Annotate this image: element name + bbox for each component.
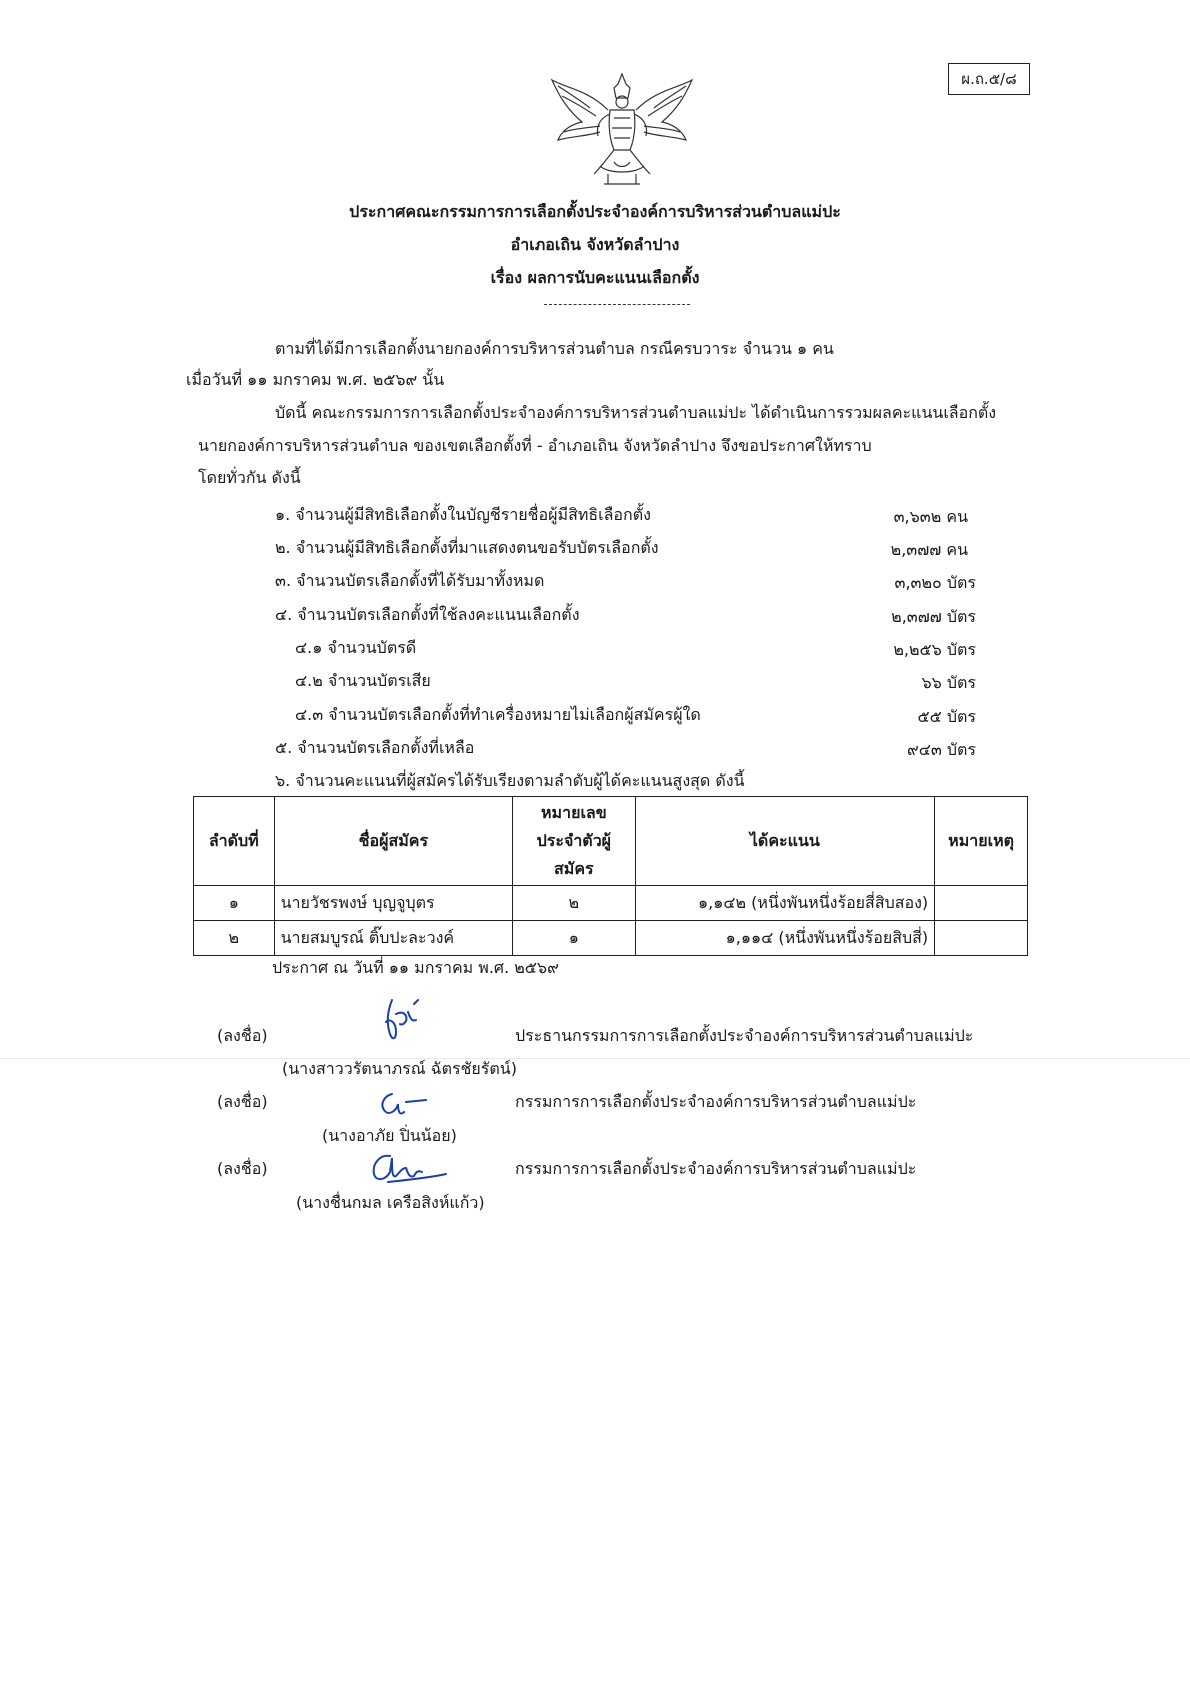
cell-name: นายวัชรพงษ์ บุญจูบุตร	[274, 886, 513, 921]
garuda-emblem-icon	[548, 70, 696, 190]
cell-votes: ๑,๑๔๒ (หนึ่งพันหนึ่งร้อยสี่สิบสอง)	[635, 886, 935, 921]
item-value: ๒,๓๗๗ บัตร	[891, 607, 976, 626]
paragraph-1-line-1: ตามที่ได้มีการเลือกตั้งนายกองค์การบริหารส่วนตำบล กรณีครบวาระ จำนวน ๑ คน	[275, 339, 834, 358]
item-label: ๔. จำนวนบัตรเลือกตั้งที่ใช้ลงคะแนนเลือกตั้ง	[275, 605, 580, 624]
signature-role: กรรมการการเลือกตั้งประจำองค์การบริหารส่วนตำบลแม่ปะ	[515, 1092, 917, 1111]
item-label: ๔.๑ จำนวนบัตรดี	[295, 638, 417, 657]
announcement-title: ประกาศคณะกรรมการการเลือกตั้งประจำองค์การบริหารส่วนตำบลแม่ปะ	[349, 202, 841, 221]
signature-icon	[378, 1088, 430, 1118]
cell-votes: ๑,๑๑๔ (หนึ่งพันหนึ่งร้อยสิบสี่)	[635, 921, 935, 956]
item-label: ๕. จำนวนบัตรเลือกตั้งที่เหลือ	[275, 738, 475, 757]
header-number-line1: หมายเลข	[540, 803, 607, 822]
subject-line: เรื่อง ผลการนับคะแนนเลือกตั้ง	[490, 268, 700, 287]
item-value: ๓,๓๒๐ บัตร	[894, 573, 976, 592]
item-label: ๒. จำนวนผู้มีสิทธิเลือกตั้งที่มาแสดงตนขอรับบัตรเลือกตั้ง	[275, 538, 659, 557]
scan-artifact-line	[0, 1058, 1190, 1059]
signatory-name: (นางชื่นกมล เครือสิงห์แก้ว)	[296, 1193, 485, 1212]
signatory-name: (นางอาภัย ปิ่นน้อย)	[322, 1126, 457, 1145]
sign-label: (ลงชื่อ)	[217, 1159, 268, 1178]
table-row	[194, 886, 1028, 921]
cell-rank: ๒	[194, 921, 275, 956]
signatory-name: (นางสาววรัตนาภรณ์ ฉัตรชัยรัตน์)	[282, 1059, 517, 1078]
signature-role: กรรมการการเลือกตั้งประจำองค์การบริหารส่วนตำบลแม่ปะ	[515, 1159, 917, 1178]
cell-number: ๑	[513, 921, 635, 956]
candidate-results-table	[193, 796, 1028, 956]
table-row	[194, 921, 1028, 956]
signature-icon	[378, 996, 422, 1044]
district-province: อำเภอเถิน จังหวัดลำปาง	[510, 235, 680, 254]
header-name: ชื่อผู้สมัคร	[274, 797, 513, 886]
table-header-row	[194, 797, 1028, 886]
paragraph-2-line-3: โดยทั่วกัน ดังนี้	[198, 468, 301, 487]
header-number-line2: ประจำตัวผู้สมัคร	[536, 831, 612, 878]
item-value: ๖๖ บัตร	[921, 673, 976, 692]
cell-rank: ๑	[194, 886, 275, 921]
item-value: ๙๔๓ บัตร	[907, 740, 976, 759]
signature-icon	[368, 1150, 448, 1188]
cell-number: ๒	[513, 886, 635, 921]
sign-label: (ลงชื่อ)	[217, 1092, 268, 1111]
sign-label: (ลงชื่อ)	[217, 1026, 268, 1045]
paragraph-2-line-2: นายกองค์การบริหารส่วนตำบล ของเขตเลือกตั้งที่ - อำเภอเถิน จังหวัดลำปาง จึงขอประกาศให้ทราบ	[198, 436, 872, 455]
announcement-date: ประกาศ ณ วันที่ ๑๑ มกราคม พ.ศ. ๒๕๖๙	[272, 958, 559, 977]
item-label: ๑. จำนวนผู้มีสิทธิเลือกตั้งในบัญชีรายชื่อผู้มีสิทธิเลือกตั้ง	[275, 505, 651, 524]
item-value: ๒,๓๗๗ คน	[890, 540, 968, 559]
header-number	[513, 797, 635, 886]
header-votes: ได้คะแนน	[635, 797, 935, 886]
item-label: ๖. จำนวนคะแนนที่ผู้สมัครได้รับเรียงตามลำดับผู้ได้คะแนนสูงสุด ดังนี้	[275, 771, 745, 790]
cell-name: นายสมบูรณ์ ติ๊บปะละวงค์	[274, 921, 513, 956]
cell-remark	[935, 921, 1028, 956]
item-label: ๔.๒ จำนวนบัตรเสีย	[295, 671, 431, 690]
item-label: ๔.๓ จำนวนบัตรเลือกตั้งที่ทำเครื่องหมายไม่เลือกผู้สมัครผู้ใด	[295, 705, 701, 724]
item-label: ๓. จำนวนบัตรเลือกตั้งที่ได้รับมาทั้งหมด	[275, 571, 545, 590]
cell-remark	[935, 886, 1028, 921]
paragraph-2-line-1: บัดนี้ คณะกรรมการการเลือกตั้งประจำองค์การบริหารส่วนตำบลแม่ปะ ได้ดำเนินการรวมผลคะแนนเลือกตั้ง	[275, 403, 997, 422]
signature-role: ประธานกรรมการการเลือกตั้งประจำองค์การบริหารส่วนตำบลแม่ปะ	[515, 1026, 974, 1045]
item-value: ๓,๖๓๒ คน	[893, 507, 968, 526]
item-value: ๕๕ บัตร	[917, 707, 976, 726]
header-remark: หมายเหตุ	[935, 797, 1028, 886]
item-value: ๒,๒๕๖ บัตร	[893, 640, 976, 659]
form-code-badge: ผ.ถ.๕/๘	[948, 63, 1030, 95]
separator-line	[544, 304, 690, 305]
paragraph-1-line-2: เมื่อวันที่ ๑๑ มกราคม พ.ศ. ๒๕๖๙ นั้น	[186, 370, 445, 389]
header-rank: ลำดับที่	[194, 797, 275, 886]
